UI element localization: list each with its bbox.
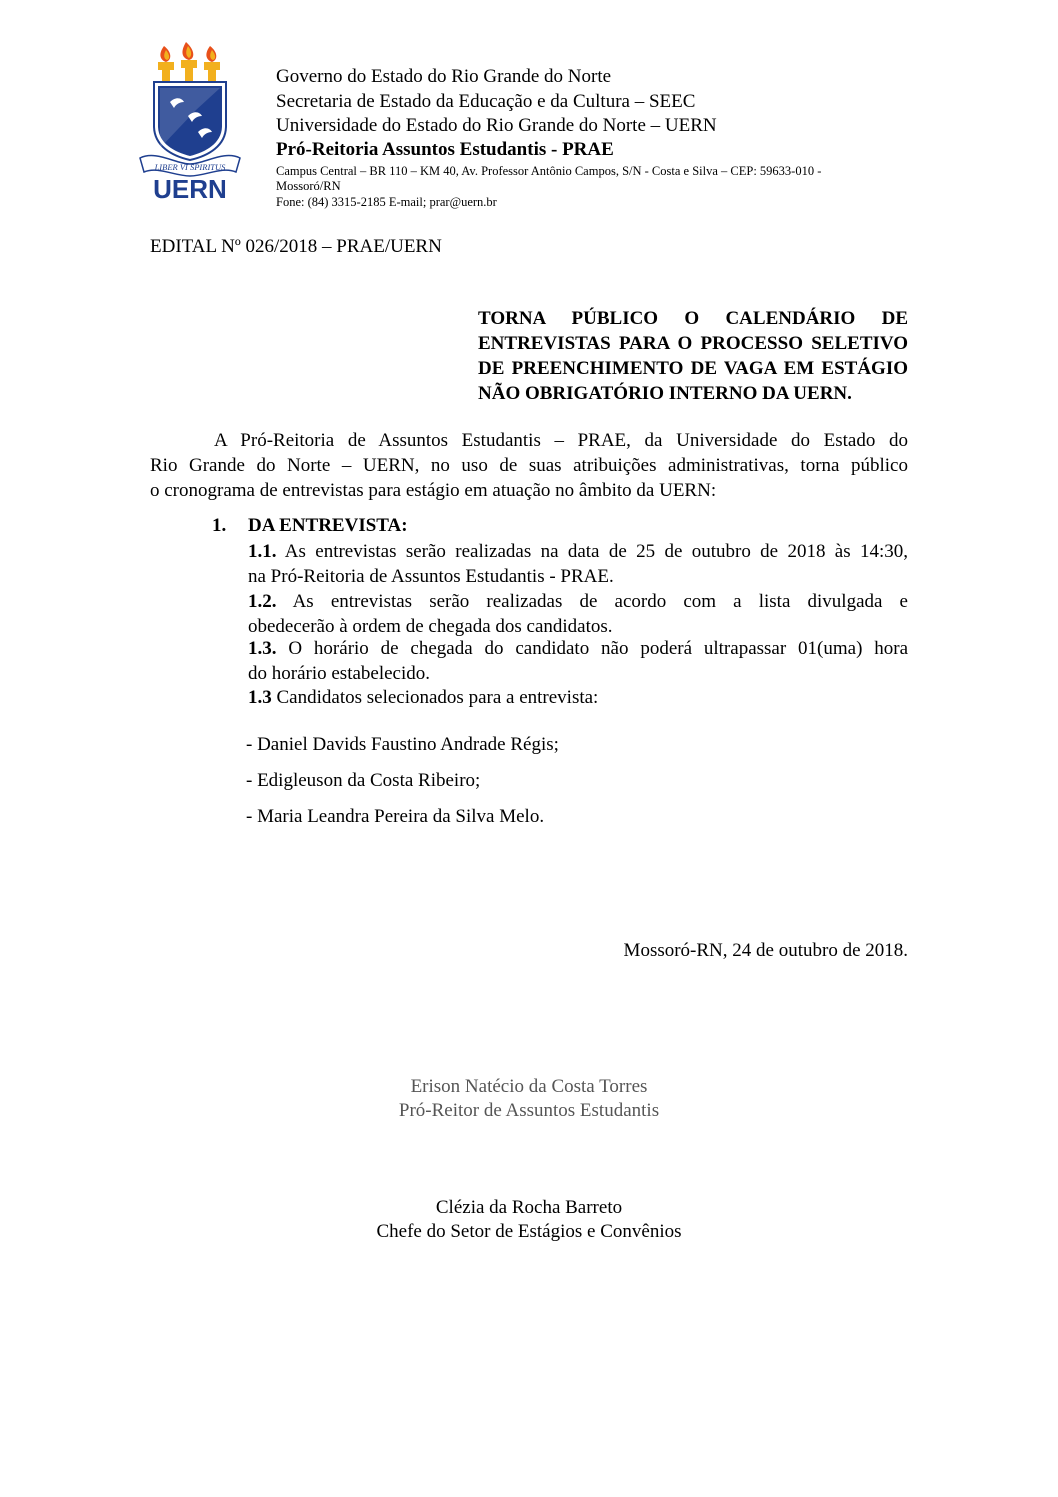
item-text: Candidatos selecionados para a entrevista:: [276, 687, 599, 708]
svg-text:LIBER VI SPIRITUS: LIBER VI SPIRITUS: [154, 162, 226, 172]
candidate-item: - Daniel Davids Faustino Andrade Régis;: [246, 734, 559, 755]
item-number: 1.1.: [248, 541, 277, 562]
candidate-item: - Maria Leandra Pereira da Silva Melo.: [246, 806, 545, 827]
item-number: 1.3: [248, 687, 272, 708]
intro-paragraph: [150, 428, 908, 503]
list-item: [248, 685, 908, 710]
item-number: 1.2.: [248, 591, 277, 612]
section-number: 1.: [212, 515, 227, 536]
list-item: [248, 636, 908, 686]
svg-text:UERN: UERN: [153, 174, 227, 200]
section-title: DA ENTREVISTA:: [248, 515, 408, 536]
edital-summary: [478, 306, 908, 406]
item-number: 1.3.: [248, 638, 277, 659]
signature-block: [0, 1075, 1058, 1123]
uern-logo: [136, 40, 244, 200]
header-line-department: Pró-Reitoria Assuntos Estudantis - PRAE: [276, 139, 614, 160]
section-heading: [212, 515, 408, 537]
intro-line: Rio Grande do Norte – UERN, no uso de suas atribuições administrativas, torna público: [150, 455, 908, 476]
date-line: Mossoró-RN, 24 de outubro de 2018.: [623, 940, 908, 961]
summary-line: DE PREENCHIMENTO DE VAGA EM ESTÁGIO: [478, 358, 908, 379]
header-address: Campus Central – BR 110 – KM 40, Av. Professor Antônio Campos, S/N - Costa e Silva – CEP: 59633-010 -: [276, 164, 822, 178]
item-text: do horário estabelecido.: [248, 663, 431, 684]
signatory-name: Clézia da Rocha Barreto: [435, 1197, 623, 1218]
intro-line: A Pró-Reitoria de Assuntos Estudantis – PRAE, da Universidade do Estado do: [214, 430, 908, 451]
header-contact: Fone: (84) 3315-2185 E-mail; prar@uern.br: [276, 195, 497, 209]
item-text: As entrevistas serão realizadas na data de 25 de outubro de 2018 às 14:30,: [284, 541, 908, 562]
candidate-item: - Edigleuson da Costa Ribeiro;: [246, 770, 481, 791]
item-text: O horário de chegada do candidato não poderá ultrapassar 01(uma) hora: [288, 638, 909, 659]
uern-crest-icon: [136, 40, 244, 200]
header-address-city: Mossoró/RN: [276, 179, 341, 193]
summary-line: NÃO OBRIGATÓRIO INTERNO DA UERN.: [478, 383, 852, 404]
list-item: [248, 539, 908, 589]
header-line-government: Governo do Estado do Rio Grande do Norte: [276, 66, 612, 87]
torch-icon: [158, 42, 220, 82]
signatory-role: Pró-Reitor de Assuntos Estudantis: [398, 1100, 660, 1121]
header-line-secretariat: Secretaria de Estado da Educação e da Cultura – SEEC: [276, 91, 696, 112]
list-item: [248, 589, 908, 639]
header-line-university: Universidade do Estado do Rio Grande do Norte – UERN: [276, 115, 717, 136]
item-text: As entrevistas serão realizadas de acordo com a lista divulgada e: [292, 591, 908, 612]
intro-line: o cronograma de entrevistas para estágio em atuação no âmbito da UERN:: [150, 480, 717, 501]
item-text: na Pró-Reitoria de Assuntos Estudantis - PRAE.: [248, 566, 614, 587]
summary-line: TORNA PÚBLICO O CALENDÁRIO DE: [478, 308, 908, 329]
item-text: obedecerão à ordem de chegada dos candidatos.: [248, 616, 613, 637]
signature-block: [0, 1196, 1058, 1244]
summary-line: ENTREVISTAS PARA O PROCESSO SELETIVO: [478, 333, 908, 354]
signatory-role: Chefe do Setor de Estágios e Convênios: [376, 1221, 682, 1242]
edital-title: EDITAL Nº 026/2018 – PRAE/UERN: [150, 236, 442, 257]
signatory-name: Erison Natécio da Costa Torres: [410, 1076, 648, 1097]
